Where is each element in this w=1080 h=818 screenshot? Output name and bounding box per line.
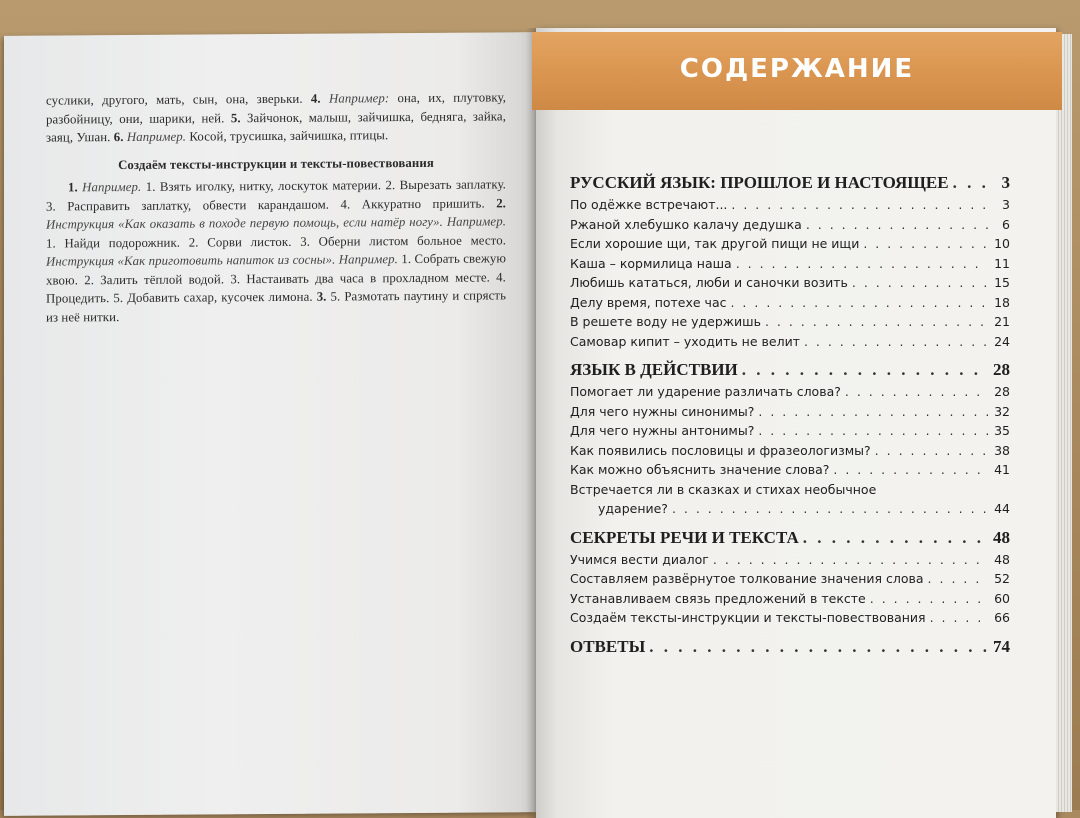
table-of-contents bbox=[570, 172, 1010, 666]
page-number: 15 bbox=[994, 275, 1010, 290]
page-number: 66 bbox=[994, 610, 1010, 625]
toc-item[interactable]: В решете воду не удержишь . . . 21 bbox=[570, 312, 1010, 332]
page-number: 41 bbox=[994, 462, 1010, 477]
toc-item[interactable]: По одёжке встречают... . . . 3 bbox=[570, 195, 1010, 215]
toc-section bbox=[570, 527, 1010, 628]
toc-item[interactable]: Если хорошие щи, так другой пищи не ищи . . . 10 bbox=[570, 234, 1010, 254]
toc-item[interactable]: Как можно объяснить значение слова? . . . 41 bbox=[570, 460, 1010, 480]
toc-section-heading[interactable]: СЕКРЕТЫ РЕЧИ И ТЕКСТА . . . 48 bbox=[570, 527, 1010, 549]
page-number: 48 bbox=[994, 551, 1010, 567]
page-number: 11 bbox=[994, 255, 1010, 271]
page-number: 3 bbox=[1002, 197, 1010, 212]
toc-section-heading[interactable]: ОТВЕТЫ . . . 74 bbox=[570, 636, 1010, 658]
toc-item[interactable]: Любишь кататься, люби и саночки возить . . . 15 bbox=[570, 273, 1010, 293]
toc-item[interactable]: Как появились пословицы и фразеологизмы? . . . 38 bbox=[570, 441, 1010, 461]
page-number: 52 bbox=[994, 571, 1010, 586]
page-number: 18 bbox=[994, 294, 1010, 310]
page-number: 6 bbox=[1002, 216, 1010, 232]
page-number: 28 bbox=[993, 360, 1010, 379]
contents-title: СОДЕРЖАНИЕ bbox=[679, 54, 915, 84]
toc-item[interactable]: Встречается ли в сказках и стихах необычное ударение? . . . 44 bbox=[570, 480, 1010, 519]
toc-item[interactable]: Составляем развёрнутое толкование значения слова . . . 52 bbox=[570, 569, 1010, 589]
toc-item[interactable]: Для чего нужны антонимы? . . . 35 bbox=[570, 421, 1010, 441]
page-number: 44 bbox=[994, 501, 1010, 516]
toc-item[interactable]: Ржаной хлебушко калачу дедушка . . . 6 bbox=[570, 215, 1010, 235]
page-number: 10 bbox=[994, 236, 1010, 251]
page-number: 28 bbox=[994, 384, 1010, 399]
toc-item[interactable]: Учимся вести диалог . . . 48 bbox=[570, 550, 1010, 570]
answers-section-heading: Создаём тексты-инструкции и тексты-повествования bbox=[118, 155, 434, 172]
toc-item[interactable]: Каша – кормилица наша . . . 11 bbox=[570, 254, 1010, 274]
page-number: 74 bbox=[993, 636, 1010, 656]
toc-item[interactable]: Устанавливаем связь предложений в тексте . . . 60 bbox=[570, 589, 1010, 609]
page-number: 38 bbox=[994, 442, 1010, 458]
page-number: 48 bbox=[993, 527, 1010, 547]
answers-paragraph-1: суслики, другого, мать, сын, она, зверьки. 4. Например: она, их, плутовку, разбойницу, они, шарики, ней. 5. Зайчонок, малыш, зайчишка, бедняга, зайка, заяц, Ушан. 6. Например. Косой, трусишка, зайчишка, птицы. bbox=[46, 90, 506, 145]
page-edges bbox=[1056, 34, 1072, 812]
answers-paragraph-2: 1. Например. 1. Взять иголку, нитку, лоскуток материи. 2. Вырезать заплатку. 3. Расправить заплатку, обвести карандашом. 4. Аккуратно пришить. 2. Инструкция «Как оказать в походе первую помощь, если натёр ногу». Например. 1. Найди подорожник. 2. Сорви листок. 3. Оберни листом больное место. Инструкция «Как приготовить напиток из сосны». Например. 1. Собрать свежую хвою. 2. Залить тёплой водой. 3. Настаивать два часа в прохладном месте. 4. Процедить. 5. Добавить сахар, кусочек лимона. 3. 5. Размотать паутину и спрясть из неё нитки. bbox=[46, 177, 507, 325]
left-page bbox=[4, 32, 536, 816]
page-number: 35 bbox=[994, 423, 1010, 438]
page-number: 60 bbox=[994, 590, 1010, 606]
toc-section bbox=[570, 172, 1010, 351]
contents-banner bbox=[532, 32, 1062, 110]
page-number: 24 bbox=[994, 333, 1010, 349]
toc-section-heading[interactable]: РУССКИЙ ЯЗЫК: ПРОШЛОЕ И НАСТОЯЩЕЕ . . . 3 bbox=[570, 172, 1010, 194]
toc-section-heading[interactable]: ЯЗЫК В ДЕЙСТВИИ . . . 28 bbox=[570, 359, 1010, 381]
page-number: 3 bbox=[1001, 173, 1010, 192]
toc-section bbox=[570, 359, 1010, 519]
page-number: 32 bbox=[994, 403, 1010, 419]
toc-section bbox=[570, 636, 1010, 658]
left-page-text bbox=[46, 88, 506, 326]
toc-item[interactable]: Создаём тексты-инструкции и тексты-повествования . . . 66 bbox=[570, 608, 1010, 628]
toc-item[interactable]: Самовар кипит – уходить не велит . . . 24 bbox=[570, 332, 1010, 352]
toc-item[interactable]: Для чего нужны синонимы? . . . 32 bbox=[570, 402, 1010, 422]
toc-item[interactable]: Делу время, потехе час . . . 18 bbox=[570, 293, 1010, 313]
page-number: 21 bbox=[994, 314, 1010, 329]
toc-item[interactable]: Помогает ли ударение различать слова? . . . 28 bbox=[570, 382, 1010, 402]
